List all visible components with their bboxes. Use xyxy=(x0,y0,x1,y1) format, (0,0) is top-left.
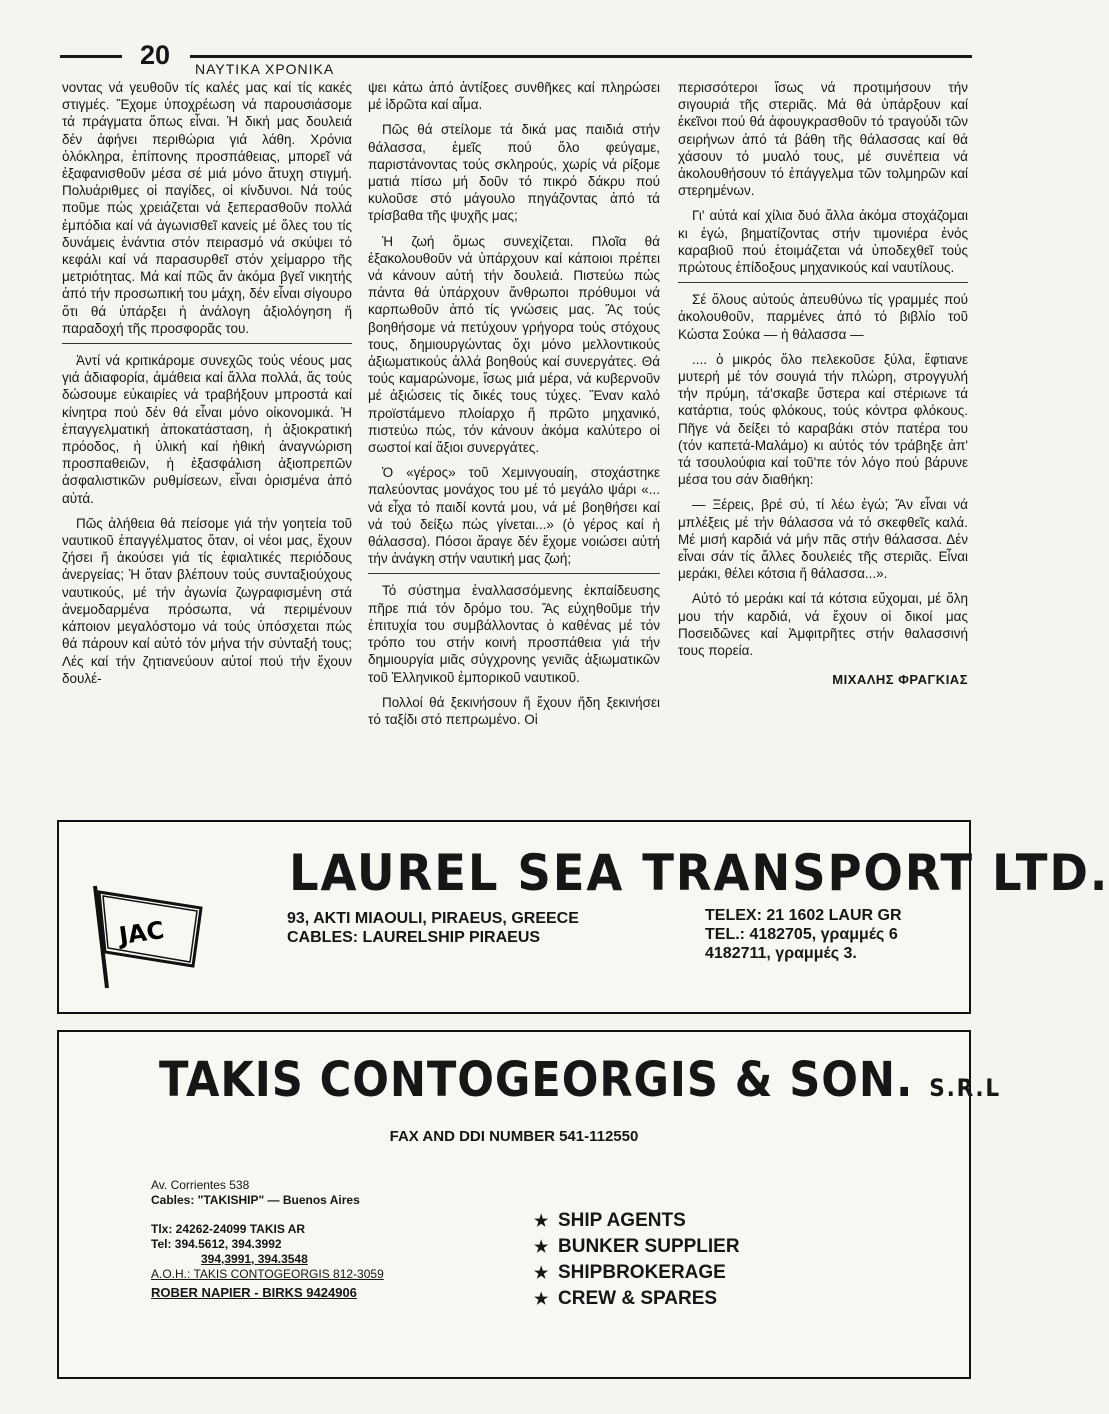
paragraph: Πολλοί θά ξεκινήσουν ἤ ἔχουν ἤδη ξεκινήσει τό ταξίδι στό πεπρωμένο. Οἱ xyxy=(368,694,660,727)
service-item: ★ SHIP AGENTS xyxy=(534,1208,740,1234)
page-header xyxy=(60,40,972,84)
paragraph: Αὐτό τό μεράκι καί τά κότσια εὔχομαι, μέ ὅλη μου τήν καρδιά, νά ἔχουν οἱ δικοί μας Ποσειδῶνες καί Ἀμφιτρῆτες στήν θαλασσινή τους πορεία. xyxy=(678,591,968,659)
paragraph: ψει κάτω ἀπό ἀντίξοες συνθῆκες καί πληρώσει μέ ἱδρῶτα καί αἷμα. xyxy=(368,80,660,113)
takis-cables: Cables: "TAKISHIP" — Buenos Aires xyxy=(151,1193,360,1207)
laurel-telex: TELEX: 21 1602 LAUR GR xyxy=(705,907,902,924)
divider xyxy=(678,282,968,283)
author-signature: ΜΙΧΑΛΗΣ ΦΡΑΓΚΙΑΣ xyxy=(832,672,968,688)
paragraph: Τό σύστημα ἐναλλασσόμενης ἐκπαίδευσης πῆρε πιά τόν δρόμο του. Ἄς εὐχηθοῦμε τήν ἐπιτυχία του συμβάλλοντας ὁ καθένας μέ τόν τρόπο του στήν κοινή προσπάθεια γιά τήν δημιουργία μιᾶς σύγχρονης γενιᾶς ἀξιωματικῶν τοῦ Ἑλληνικοῦ ἐμπορικοῦ ναυτικοῦ. xyxy=(368,583,660,685)
takis-title-text: TAKIS CONTOGEORGIS & SON. xyxy=(159,1052,914,1108)
page-number: 20 xyxy=(140,40,171,70)
takis-fax: FAX AND DDI NUMBER 541-112550 xyxy=(389,1128,639,1145)
takis-street: Av. Corrientes 538 xyxy=(151,1178,250,1192)
service-item: ★ CREW & SPARES xyxy=(534,1286,740,1312)
takis-aoh: A.O.H.: TAKIS CONTOGEORGIS 812-3059 xyxy=(151,1267,384,1281)
header-rule-left xyxy=(60,55,122,58)
takis-rober-napier: ROBER NAPIER - BIRKS 9424906 xyxy=(151,1285,357,1300)
paragraph: Πῶς θά στείλομε τά δικά μας παιδιά στήν θάλασσα, ἐμεῖς πού ὅλο φεύγαμε, παριστάνοντας τούς σκληρούς, χωρίς νά ρίξομε ματιά πίσω μή δοῦν τό πικρό δάκρυ πού κυλοῦσε στό μάγουλο πηγάζοντας ἀπό τά τρίσβαθα τῆς ψυχῆς μας; xyxy=(368,122,660,224)
article-column-1 xyxy=(62,79,352,687)
takis-contact-block xyxy=(151,1178,384,1300)
laurel-tel-1: TEL.: 4182705, γραμμές 6 xyxy=(705,926,898,943)
laurel-sea-transport-ad xyxy=(57,820,1109,1014)
paragraph: Γι' αὐτά καί χίλια δυό ἄλλα ἀκόμα στοχάζομαι κι ἐγώ, βηματίζοντας στήν τιμονιέρα ἑνός καραβιοῦ πού ἑτοιμάζεται νά ὑποδεχθεῖ τούς πρώτους ἐπίδοξους μηχανικούς καί ναυτίλους. xyxy=(678,208,968,276)
paragraph: Ὁ «γέρος» τοῦ Χεμινγουαίη, στοχάστηκε παλεύοντας μονάχος του μέ τό μεγάλο ψάρι «... νά εἶχα τό παιδί κοντά μου, νά μέ βοηθήσει καί νά τού δείξω πώς γίνεται...» (ὁ γέρος καί ἡ θάλασσα). Πόσοι ἄραγε δέν ἔχομε νοιώσει αὐτή τήν ἀνάγκη στήν ναυτική μας ζωή; xyxy=(368,465,660,567)
takis-services-list xyxy=(534,1208,740,1312)
laurel-cables: CABLES: LAURELSHIP PIRAEUS xyxy=(287,929,541,946)
paragraph: — Ξέρεις, βρέ σύ, τί λέω ἐγώ; Ἄν εἶναι νά μπλέξεις μέ τήν θάλασσα νά τό σκεφθεῖς καλά. Μέ μισή καρδιά νά μήν πᾶς στήν θάλασσα. Δέν εἶναι σάν τίς ἄλλες δουλειές τῆς στεριᾶς. Εἶναι μεράκι, θέλει κότσια ἤ θάλασσα...». xyxy=(678,497,968,582)
paragraph: .... ὁ μικρός ὅλο πελεκοῦσε ξύλα, ἔφτιανε μυτερή μέ τόν σουγιά τήν πλώρη, στρογγυλή τήν πρύμη, τά'σκαβε ὕστερα καί στέριωνε τά κατάρτια, τούς φλόκους, τούς κόντρα φλόκους. Πῆγε νά δείξει τό καραβάκι στόν πατέρα του (τόν καπετά-Μαλάμο) κι αὐτός τόν τράβηξε ἀπ' τά τσουλούφια καί τοῦ'πε τόν λόγο πού βάρυνε μέσα του σάν διαθήκη: xyxy=(678,351,968,488)
article-column-3 xyxy=(678,79,968,689)
takis-suffix: S.R.L xyxy=(929,1074,1002,1102)
takis-title xyxy=(159,1052,1001,1108)
laurel-contact-block xyxy=(705,906,902,963)
paragraph: Πῶς ἀλήθεια θά πείσομε γιά τήν γοητεία τοῦ ναυτικοῦ ἐπαγγέλματος ὅταν, οἱ νέοι μας, ἔχουν ζήσει ἤ ἀκούσει γιά τίς ἐφιαλτικές περιόδους ἀνεργείας; Ἡ ὅταν βλέπουν τούς συνταξιούχους ναυτικούς, μέ τήν ἀγωνία ζωγραφισμένη στά ἀνεμοδαρμένα πρόσωπα, νά περιμένουν κάποιον μεγαλόστομο νά τούς ὑπόσχεται πώς θά πάρουν καί αὐτό τόν μήνα τήν σύνταξή τους; Λές καί τήν ζητιανεύουν αὐτοί πού τήν ἔχουν δουλέ- xyxy=(62,515,352,686)
header-rule-right xyxy=(190,55,972,58)
laurel-title: LAUREL SEA TRANSPORT LTD. xyxy=(289,844,1109,902)
laurel-address: 93, AKTI MIAOULI, PIRAEUS, GREECE xyxy=(287,910,579,927)
laurel-address-block xyxy=(287,909,579,947)
star-icon: ★ xyxy=(534,1265,549,1282)
paragraph: περισσότεροι ἴσως νά προτιμήσουν τήν σιγουριά τῆς στεριᾶς. Μά θά ὑπάρξουν καί ἐκεῖνοι πού θά ἀφουγκρασθοῦν τό τραγούδι τῶν σειρήνων ἀπό τά βάθη τῆς θάλασσας καί θά χάσουν τό μυαλό τους, μέ συνέπεια νά ἀκολουθήσουν τό ἐπάγγελμα τῶν τολμηρῶν καί στερημένων. xyxy=(678,80,968,199)
star-icon: ★ xyxy=(534,1213,549,1230)
article-column-2 xyxy=(368,79,660,728)
takis-tlx: Tlx: 24262-24099 TAKIS AR xyxy=(151,1222,306,1236)
takis-contogeorgis-ad xyxy=(57,1030,1002,1379)
paragraph: Σέ ὅλους αὐτούς ἀπευθύνω τίς γραμμές πού ἀκολουθοῦν, παρμένες ἀπό τό βιβλίο τοῦ Κώστα Σούκα — ἡ θάλασσα — xyxy=(678,292,968,342)
paragraph: Ἀντί νά κριτικάρομε συνεχῶς τούς νέους μας γιά ἀδιαφορία, ἀμάθεια καί ἄλλα πολλά, ἄς τούς δώσουμε εὐκαιρίες νά τραβήξουν μπροστά καί κίνητρα πού δέν θά εἶναι μόνο οἰκονομικά. Ἡ ἐπαγγελματική ἀποκατάσταση, ἡ ἀξιοκρατική πρόοδος, ἡ ὑλική καί ἠθική ἀναγνώριση προσπαθειῶν, ἡ ἐξασφάλιση ἀξιοπρεπῶν ἀσφαλιστικῶν ρυθμίσεων, εἶναι ὁρισμένα ἀπό αὐτά. xyxy=(62,353,352,506)
divider xyxy=(62,343,352,344)
takis-tel-2: 394,3991, 394.3548 xyxy=(201,1252,308,1266)
star-icon: ★ xyxy=(534,1239,549,1256)
flag-text: JAC xyxy=(117,916,166,951)
service-item: ★ SHIPBROKERAGE xyxy=(534,1260,740,1286)
takis-tel-1: Tel: 394.5612, 394.3992 xyxy=(151,1237,282,1251)
star-icon: ★ xyxy=(534,1291,549,1308)
jac-flag-logo xyxy=(89,882,209,992)
divider xyxy=(368,573,660,574)
paragraph: Ἡ ζωή ὅμως συνεχίζεται. Πλοῖα θά ἐξακολουθοῦν νά ὑπάρχουν καί κάποιοι πρέπει νά κάνουν αὐτή τήν δουλειά. Πιστεύω πώς πάντα θά ὑπάρχουν ἄνθρωποι πρόθυμοι νά καρπωθοῦν ἀπό τίς γνώσεις μας. Ἄς τούς βοηθήσομε νά πετύχουν γρήγορα τούς στόχους τους, δημιουργώντας ὄχι μόνο μελλοντικούς ἀξιωματικούς ἀλλά βοηθούς καί συνεργάτες. Θά τούς καμαρώνομε, ἴσως μιά μέρα, νά κυβερνοῦν μέ ἀξιώσεις τίς δικές τους τύχες. Ἕναν καλό προϊστάμενο πλοίαρχο ἤ πρῶτο μηχανικό, πιστεύω πώς, τόν κάνουν ἀκόμα καλύτερο οἱ σωστοί καί ἄξιοι συνεργάτες. xyxy=(368,233,660,456)
paragraph: νοντας νά γευθοῦν τίς καλές μας καί τίς κακές στιγμές. Ἔχομε ὑποχρέωση νά παρουσιάσομε τά πράγματα ὅπως εἶναι. Ἡ δική μας δουλειά δέν ἀφήνει περιθώρια γιά λάθη. Χρόνια ὁλόκληρα, ἐπίπονης προσπάθειας, μπορεῖ νά ἐξαφανισθοῦν μέσα σέ μιά μόνο ἄτυχη στιγμή. Πολυάριθμες οἱ παγίδες, οἱ κίνδυνοι. Νά τούς ποῦμε πώς χρειάζεται νά ξεπερασθοῦν πολλά ἐμπόδια καί νά ἀγωνισθεῖ κανείς μέ ὅλες του τίς δυνάμεις ἐνάντια στόν πειρασμό νά σκύψει τό κεφάλι καί νά παρασυρθεῖ στόν χείμαρρο τῆς μετριότητας. Μά καί πῶς ἄν ἀκόμα βγεῖ νικητής ἀπό τήν προσωπική του μάχη, δέν εἶναι σίγουρο ὅτι θά ὑπάρξει ἡ ἀνάλογη ἀξιολόγηση ἤ παραδοχή τῆς προσφορᾶς του. xyxy=(62,80,352,336)
magazine-title: ΝΑΥΤΙΚΑ ΧΡΟΝΙΚΑ xyxy=(195,61,335,77)
service-item: ★ BUNKER SUPPLIER xyxy=(534,1234,740,1260)
laurel-tel-2: 4182711, γραμμές 3. xyxy=(705,945,857,962)
